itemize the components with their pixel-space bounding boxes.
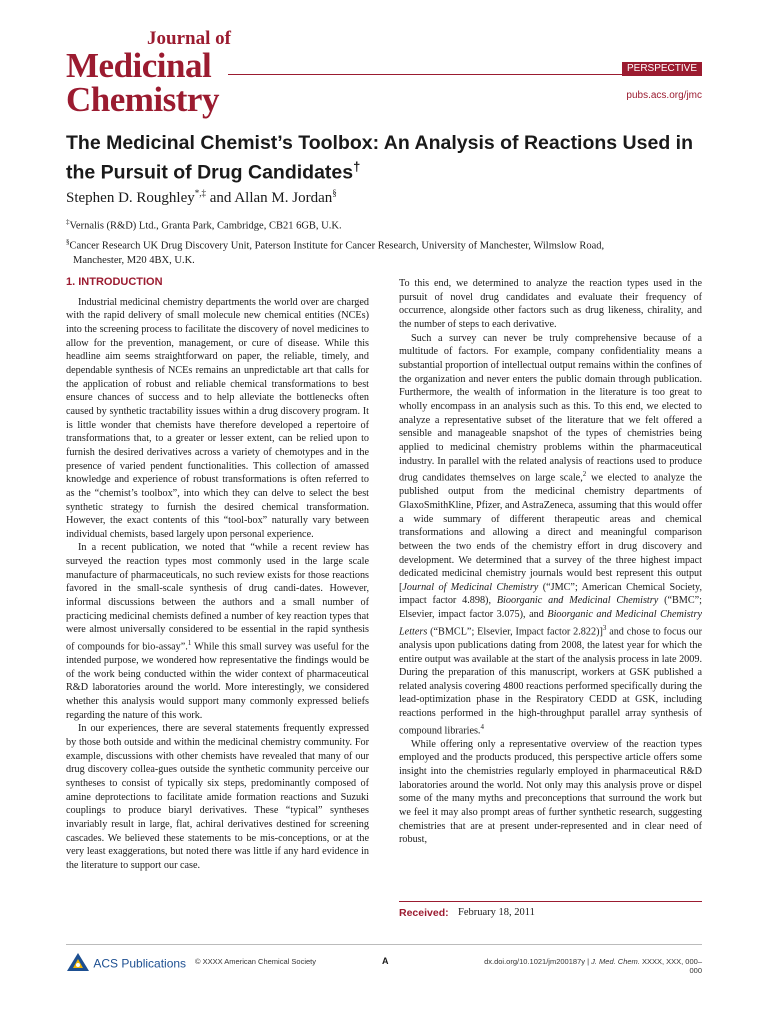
author-jordan[interactable]: and Allan M. Jordan (206, 190, 333, 206)
article-title (66, 132, 706, 185)
article-title-text: The Medicinal Chemist’s Toolbox: An Analysis of Reactions Used in the Pursuit of Drug Candidates (66, 132, 693, 184)
citation-3[interactable]: 3 (602, 623, 607, 632)
affiliation-2-mark: § (66, 238, 70, 246)
affiliation-2 (66, 235, 706, 268)
received-date: February 18, 2011 (458, 907, 535, 918)
journal-ref-bmc: Bioorganic and Medicinal Chemistry (496, 595, 659, 607)
section-heading-introduction: 1. INTRODUCTION (66, 276, 163, 288)
right-paragraph-1: To this end, we determined to analyze the reaction types used in the pursuit of novel drug candidates and evaluate their frequency of occurrence, alongside other factors such as drug likeness, chirality, and the number of steps to each derivative. (399, 278, 702, 330)
affiliation-2-line1: Cancer Research UK Drug Discovery Unit, Paterson Institute for Cancer Research, University of Manchester, Wilmslow Road, (69, 240, 605, 252)
author-roughley-marks: *,‡ (194, 188, 206, 198)
journal-name-line2: Chemistry (66, 80, 219, 119)
right-paragraph-2d: (“BMC”; Elsevier, impact factor 3.075), and (399, 595, 702, 621)
citation-volume: XXXX, XXX, 000–000 (639, 957, 702, 975)
right-paragraph-2e: (“BMCL”; Elsevier, Impact factor 2.822)] (427, 626, 603, 638)
journal-ref-jmc: Journal of Medicinal Chemistry (402, 581, 539, 593)
affiliation-1-mark: ‡ (66, 218, 70, 226)
affiliation-1-text: Vernalis (R&D) Ltd., Granta Park, Cambridge, CB21 6GB, U.K. (69, 220, 342, 232)
doi-separator: | (584, 957, 592, 966)
acs-publications-text: ACS Publications (93, 956, 187, 971)
citation-1[interactable]: 1 (187, 639, 192, 648)
journal-name (66, 46, 219, 119)
doi-link[interactable]: dx.doi.org/10.1021/jm200187y (484, 957, 585, 966)
acs-publications-logo[interactable] (66, 952, 186, 975)
citation-4[interactable]: 4 (480, 722, 484, 731)
intro-paragraph-3: In our experiences, there are several statements frequently expressed by those both outside and within the medicinal chemistry community. For example, discussions with other chemists have revealed that many of our drug discovery collea-gues outside the synthetic community perceive our syntheses to consist of typically six steps, predominantly composed of amine deprotections to facilitate amide formation reactions and Suzuki couplings to produce biaryl derivatives. These “typical” syntheses invariably result in large, flat, achiral derivatives destined for screening cascades. We believed these statements to be mis-conceptions, or at the very least exaggerations, but noted there was little if any hard evidence in the literature to support our case. (66, 723, 369, 871)
received-rule (399, 901, 702, 902)
page-number: A (382, 956, 389, 966)
intro-paragraph-2 (66, 541, 369, 722)
right-paragraph-2c: (“JMC”; American Chemical Society, impact factor 4.898), (399, 581, 702, 607)
journal-url-link[interactable]: pubs.acs.org/jmc (626, 90, 702, 101)
footer-rule (66, 944, 702, 945)
journal-of-label: Journal of (147, 28, 231, 49)
author-roughley[interactable]: Stephen D. Roughley (66, 190, 195, 206)
article-type-badge: PERSPECTIVE (622, 62, 702, 76)
citation-2[interactable]: 2 (582, 470, 587, 479)
affiliation-1 (66, 215, 706, 234)
doi-citation (480, 957, 702, 975)
right-paragraph-2f: and chose to focus our analysis upon publications dating from 2008, the latest year for which the entire output was available at the start of the analysis process in late 2009. During the preparation of this manuscript, workers at GSK published a related analysis covering 4800 reactions performed specifically during the lead-optimization phase in the Respiratory CEDD at GSK, including reactions performed in the high-throughput parallel array synthesis of compound libraries. (399, 626, 702, 737)
author-jordan-mark: § (332, 188, 337, 198)
intro-paragraph-2b: While this small survey was useful for the intended purpose, we wondered how representative the findings would be of the work being conducted within the wider context of pharmaceutical R&D laboratories around the world. More interestingly, we considered whether this analysis would support many commonly expressed beliefs regarding the nature of this work. (66, 641, 369, 721)
author-list (66, 188, 337, 207)
left-column (66, 276, 369, 873)
right-paragraph-2b: we elected to analyze the published output from the medicinal chemistry departments of GlaxoSmithKline, Pfizer, and AstraZeneca, assuming that this would offer a wide summary of different therapeutic areas and chemical transformations and allowing a direct and meaningful comparison between the two ends of the chemistry effort in drug discovery and development. We determined that a survey of the three highest impact dedicated medicinal chemistry journals would best represent this output [ (399, 472, 702, 593)
journal-ref-bmcl: Bioorganic and Medicinal Chemistry Letters (399, 609, 702, 638)
right-column (399, 277, 702, 847)
intro-paragraph-2a: In a recent publication, we noted that “while a recent review has surveyed the reaction types most commonly used in the large scale manufacture of pharmaceuticals, no such review exists for those reactions favored in the small-scale synthesis of drug candi-dates. However, informal discussions between the authors and a small number of practicing medicinal chemists defined a number of key reaction types that were almost universally considered to be essential in the rapid synthesis of compounds for bio-assay”. (66, 542, 369, 653)
title-footnote-mark: † (353, 159, 361, 174)
right-paragraph-3: While offering only a representative overview of the reaction types employed and the products produced, this perspective article offers some insight into the chemistries regularly employed in pharmaceutical R&D laboratories around the world. Not only may this analysis prove or dispel some of the many myths and preconceptions that surround the work but we feel it may also prompt areas of further synthetic research, suggesting chemistries that are at present under-represented and in clear need of robust, (399, 738, 702, 846)
received-label: Received: (399, 907, 449, 919)
journal-abbrev: J. Med. Chem. (591, 957, 640, 966)
copyright-notice: © XXXX American Chemical Society (195, 957, 316, 966)
acs-emblem-icon (66, 952, 90, 975)
intro-paragraph-1: Industrial medicinal chemistry departments the world over are charged with the rapid delivery of small molecule new chemical entities (NCEs) into the screening process to facilitate the discovery of novel medicines to allow for the prevention, management, or cure of disease. While this headline aim seems straightforward on paper, the reliable, timely, and dependable synthesis of NCEs remains an unpredictable art that calls for the application of robust and reliable chemical transformations to best ensure chances of success and to help alleviate the bottlenecks often caused by synthetic tractability issues within a drug discovery program. It is little wonder that chemists have therefore developed a repertoire of transformations that, to a greater or lesser extent, can be relied upon to furnish the desired derivatives across a variety of chemotypes and in the presence of varied pendent functionalities. This collection of amassed knowledge and experience of robust transformations is often referred to as the “chemist’s toolbox”, into which they can delve to select the best synthetic strategy to furnish the desired chemical transformation. However, the exact contents of this “tool-box” naturally vary between individual chemists, based largely upon personal experience. (66, 296, 369, 540)
affiliation-2-line2: Manchester, M20 4BX, U.K. (73, 254, 195, 266)
right-paragraph-2a: Such a survey can never be truly comprehensive because of a multitude of factors. For example, company confidentiality means a substantial proportion of intellectual output remains within the confines of the organization and never enters the public domain through publication. Furthermore, the wealth of information in the literature is too great to wholly encompass in an analysis such as this. To this end, we elected to analyze a representative subset of the literature that we felt offered a sensible and manageable snapshot of the types of chemistries being applied to medicinal chemistry problems within the pharmaceutical industry. In parallel with the related analysis of reactions used to produce drug candidates themselves on large scale, (399, 332, 703, 484)
journal-name-line1: Medicinal (66, 46, 212, 85)
right-paragraph-2 (399, 332, 702, 738)
